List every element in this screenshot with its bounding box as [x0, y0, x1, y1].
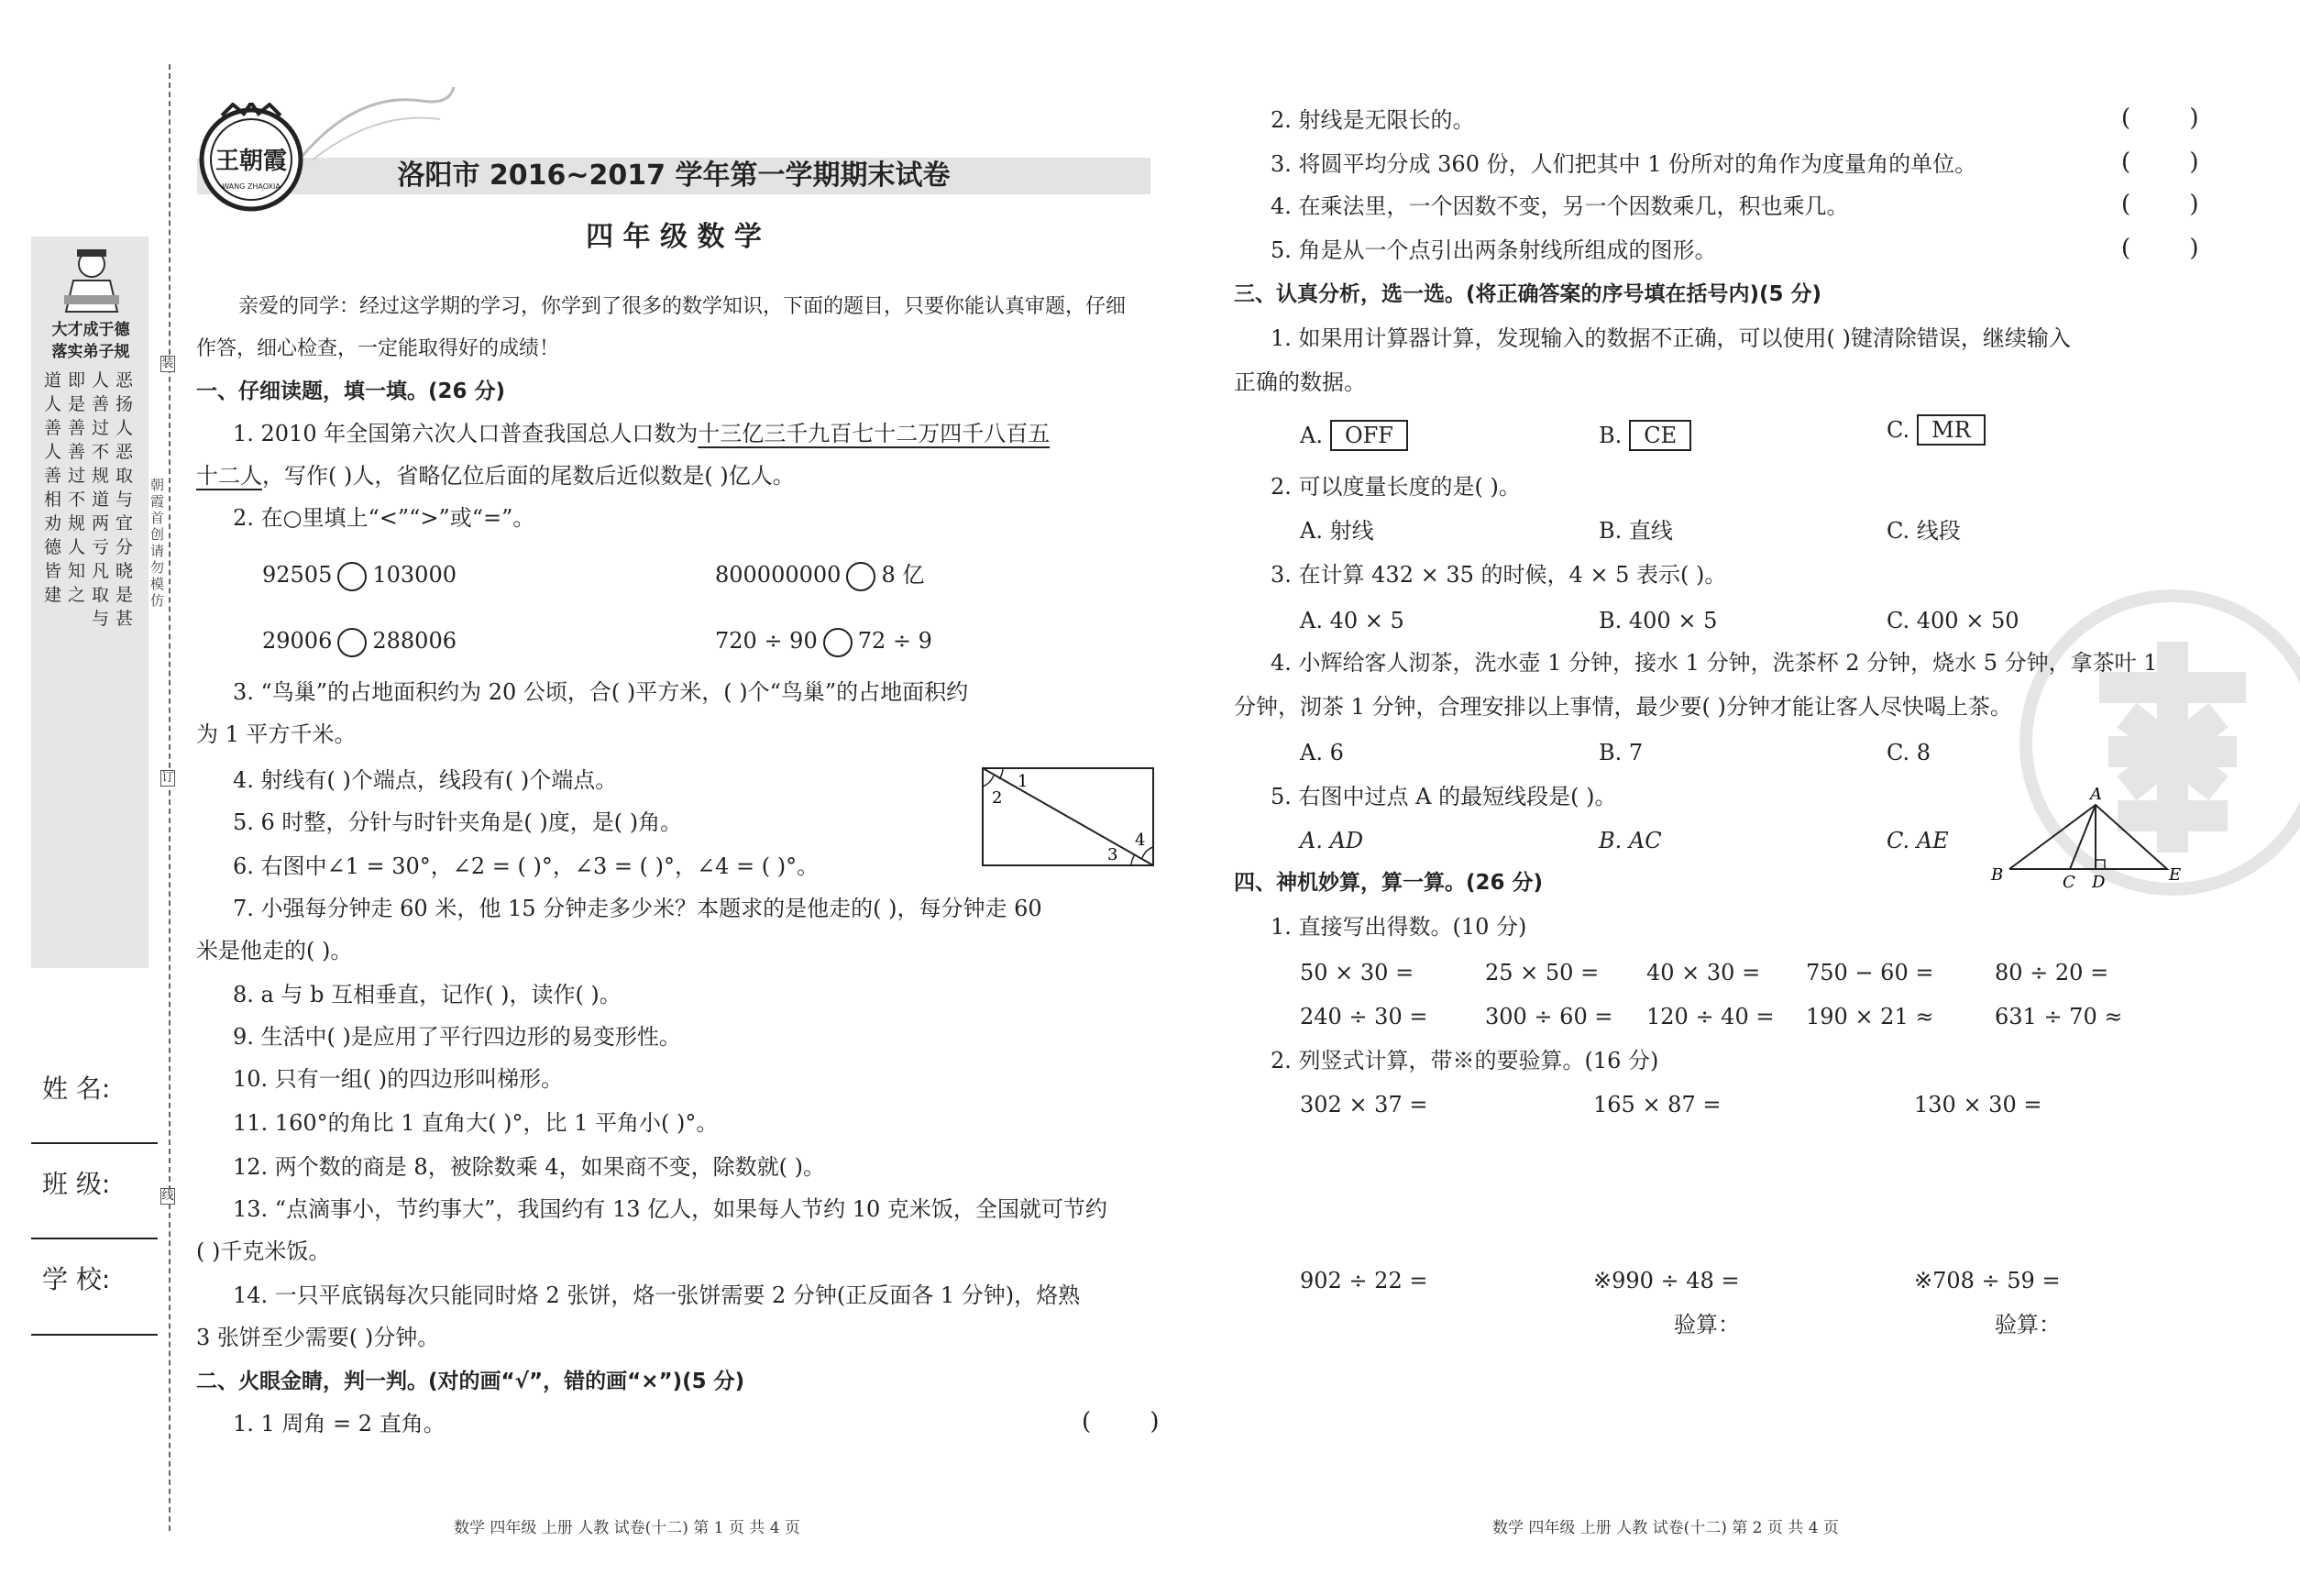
calc-item: 25 × 50 =: [1485, 960, 1600, 985]
choice-option: C. MR: [1887, 414, 1986, 446]
choice-option: B. 400 × 5: [1599, 608, 1718, 633]
point-label: C: [2063, 873, 2075, 889]
point-label: A: [2090, 787, 2102, 804]
question-12: 12. 两个数的商是 8，被除数乘 4，如果商不变，除数就( )。: [233, 1154, 825, 1180]
name-label: 姓 名:: [42, 1073, 111, 1104]
school-field[interactable]: [31, 1334, 158, 1336]
angle-label: 1: [1018, 772, 1029, 791]
question-text: 1. 2010 年全国第六次人口普查我国总人口数为: [233, 421, 699, 446]
intro-line: 亲爱的同学：经过这学期的学习，你学到了很多的数学知识，下面的题目，只要你能认真审题，仔细: [238, 295, 1127, 318]
choice-option: A. 40 × 5: [1300, 608, 1404, 633]
choice-option: B. 7: [1599, 740, 1644, 765]
logo-subtext: WANG ZHAOXIA: [222, 182, 281, 191]
compare-circle[interactable]: [846, 562, 875, 591]
angle-label: 2: [992, 788, 1003, 808]
choice-option: C. AE: [1887, 828, 1949, 853]
calc-item: 302 × 37 =: [1300, 1092, 1428, 1117]
binding-line: [169, 64, 171, 1531]
question-13: 13. “点滴事小，节约事大”，我国约有 13 亿人，如果每人节约 10 克米饭，全国就可节约: [233, 1196, 1107, 1222]
answer-paren[interactable]: ( ): [2121, 149, 2225, 176]
scholar-figure-icon: [46, 244, 138, 315]
choice-option: A. 射线: [1300, 518, 1374, 544]
choice-option: C. 线段: [1887, 518, 1961, 544]
calc-item: 190 × 21 ≈: [1806, 1004, 1934, 1029]
calc-item: 240 ÷ 30 =: [1300, 1004, 1428, 1029]
calculator-key-off: OFF: [1330, 420, 1408, 451]
sidebar-banner-1: 大才成于德: [51, 321, 130, 339]
seal-mark: 订: [161, 771, 174, 785]
choice-option: C. 400 × 50: [1887, 608, 2019, 633]
section-1-title: 一、仔细读题，填一填。(26 分): [196, 380, 506, 403]
answer-paren[interactable]: ( ): [2121, 191, 2225, 218]
choice-question-1: 1. 如果用计算器计算，发现输入的数据不正确，可以使用( )键清除错误，继续输入: [1271, 325, 2071, 351]
calc-item: 130 × 30 =: [1914, 1092, 2042, 1117]
copyright-note: 朝霞首创 请勿模仿: [150, 477, 165, 609]
compare-circle[interactable]: [337, 628, 367, 657]
intro-line: 作答，细心检查，一定能取得好的成绩！: [196, 337, 560, 360]
calc-item: ※708 ÷ 59 =: [1914, 1268, 2061, 1293]
question-10: 10. 只有一组( )的四边形叫梯形。: [233, 1066, 564, 1092]
angle-label: 3: [1107, 845, 1118, 864]
question-7: 7. 小强每分钟走 60 米，他 15 分钟走多少米？本题求的是他走的( )，每分钟走 60: [233, 896, 1042, 921]
answer-paren[interactable]: ( ): [1082, 1408, 1185, 1436]
motto-column: 恶扬人恶取与宜分晓是甚: [116, 370, 134, 629]
calc-item: 120 ÷ 40 =: [1646, 1004, 1775, 1029]
judge-item: 5. 角是从一个点引出两条射线所组成的图形。: [1271, 237, 1717, 263]
name-field[interactable]: [31, 1142, 158, 1144]
question-14: 14. 一只平底锅每次只能同时烙 2 张饼，烙一张饼需要 2 分钟(正反面各 1 分钟)，烙熟: [233, 1282, 1081, 1308]
rectangle-angle-figure: [981, 766, 1157, 869]
answer-paren[interactable]: ( ): [2121, 105, 2225, 132]
school-label: 学 校:: [42, 1264, 111, 1294]
choice-question-4: 4. 小辉给客人沏茶，洗水壶 1 分钟，接水 1 分钟，洗茶杯 2 分钟，烧水 5 分钟，拿茶叶 1: [1271, 650, 2158, 676]
calculator-key-mr: MR: [1917, 414, 1986, 446]
calc-item: 40 × 30 =: [1646, 960, 1761, 985]
ribbon-decoration: [303, 83, 458, 165]
calc-subtitle: 2. 列竖式计算，带※的要验算。(16 分): [1271, 1048, 1659, 1073]
calc-item: 750 − 60 =: [1806, 960, 1934, 985]
compare-item: 29006 288006: [262, 625, 457, 657]
calc-item: 80 ÷ 20 =: [1995, 960, 2109, 985]
calc-item: 631 ÷ 70 ≈: [1995, 1004, 2123, 1029]
question-9: 9. 生活中( )是应用了平行四边形的易变形性。: [233, 1024, 681, 1050]
motto-column: 道人善人善相劝德皆建: [44, 370, 62, 605]
calculator-key-ce: CE: [1629, 420, 1691, 451]
question-13-cont: ( )千克米饭。: [196, 1238, 331, 1264]
question-7-cont: 米是他走的( )。: [196, 938, 353, 963]
choice-question-5: 5. 右图中过点 A 的最短线段是( )。: [1271, 784, 1617, 809]
motto-columns: [44, 369, 139, 955]
section-2-title: 二、火眼金睛，判一判。(对的画“√”，错的画“×”)(5 分): [196, 1370, 745, 1393]
exam-subject: 四 年 级 数 学: [586, 221, 762, 253]
choice-question-2: 2. 可以度量长度的是( )。: [1271, 474, 1521, 500]
underlined-number: 十三亿三千九百七十二万四千八百五: [698, 421, 1051, 446]
judge-item: 3. 将圆平均分成 360 份，人们把其中 1 份所对的角作为度量角的单位。: [1271, 151, 1977, 177]
question-5: 5. 6 时整，分针与时针夹角是( )度，是( )角。: [233, 809, 683, 835]
choice-option: A. 6: [1300, 740, 1344, 765]
choice-option: B. CE: [1599, 420, 1691, 451]
calc-item: 300 ÷ 60 =: [1485, 1004, 1613, 1029]
choice-option: C. 8: [1887, 740, 1931, 765]
question-11: 11. 160°的角比 1 直角大( )°，比 1 平角小( )°。: [233, 1110, 719, 1136]
question-1: [233, 418, 1050, 449]
calc-item: 902 ÷ 22 =: [1300, 1268, 1428, 1293]
class-label: 班 级:: [42, 1169, 111, 1199]
question-1-cont: [196, 460, 795, 491]
triangle-figure: [1984, 787, 2185, 889]
calc-item: 50 × 30 =: [1300, 960, 1414, 985]
compare-item: 720 ÷ 90 72 ÷ 9: [715, 625, 932, 657]
point-label: D: [2092, 873, 2106, 889]
judge-item: 4. 在乘法里，一个因数不变，另一个因数乘几，积也乘几。: [1271, 193, 1849, 219]
page-footer: 数学 四年级 上册 人教 试卷(十二) 第 2 页 共 4 页: [1492, 1519, 1839, 1537]
question-text: ，写作( )人，省略亿位后面的尾数后近似数是( )亿人。: [262, 463, 795, 489]
question-3-cont: 为 1 平方千米。: [196, 721, 357, 747]
compare-item: 800000000 8 亿: [715, 559, 924, 591]
angle-label: 4: [1135, 831, 1146, 850]
point-label: B: [1991, 865, 2004, 885]
calc-item: ※990 ÷ 48 =: [1593, 1268, 1740, 1293]
point-label: E: [2169, 865, 2182, 885]
compare-circle[interactable]: [823, 628, 853, 657]
question-8: 8. a 与 b 互相垂直，记作( )，读作( )。: [233, 982, 622, 1007]
seal-mark: 线: [161, 1189, 174, 1203]
choice-question-3: 3. 在计算 432 × 35 的时候，4 × 5 表示( )。: [1271, 562, 1727, 588]
motto-column: 即是善善过不规人知之: [68, 370, 86, 605]
choice-option: B. AC: [1599, 828, 1662, 853]
section-3-title: 三、认真分析，选一选。(将正确答案的序号填在括号内)(5 分): [1234, 282, 1822, 306]
choice-question-1-cont: 正确的数据。: [1234, 369, 1366, 395]
compare-circle[interactable]: [337, 562, 367, 591]
question-14-cont: 3 张饼至少需要( )分钟。: [196, 1325, 440, 1350]
check-label: 验算：: [1674, 1312, 1740, 1337]
compare-item: 92505 103000: [262, 559, 457, 591]
sidebar-banner-2: 落实弟子规: [51, 343, 130, 361]
question-4: 4. 射线有( )个端点，线段有( )个端点。: [233, 767, 618, 793]
page-footer: 数学 四年级 上册 人教 试卷(十二) 第 1 页 共 4 页: [454, 1519, 800, 1537]
choice-option: A. OFF: [1300, 420, 1408, 451]
motto-column: 人善过不规道两亏凡取与: [92, 370, 110, 629]
question-2: 2. 在○里填上“<”“>”或“=”。: [233, 505, 535, 531]
section-4-title: 四、神机妙算，算一算。(26 分): [1234, 871, 1544, 895]
choice-option: B. 直线: [1599, 518, 1673, 544]
question-3: 3. “鸟巢”的占地面积约为 20 公顷，合( )平方米，( )个“鸟巢”的占地面积约: [233, 679, 969, 705]
calc-item: 165 × 87 =: [1593, 1092, 1722, 1117]
question-6: 6. 右图中∠1 = 30°，∠2 = ( )°，∠3 = ( )°，∠4 = ( )°。: [233, 853, 820, 879]
answer-paren[interactable]: ( ): [2121, 235, 2225, 262]
choice-question-4-cont: 分钟，沏茶 1 分钟，合理安排以上事情，最少要( )分钟才能让客人尽快喝上茶。: [1234, 694, 2012, 720]
judge-item: 1. 1 周角 = 2 直角。: [233, 1411, 446, 1436]
logo-text: 王朝霞: [215, 148, 288, 175]
check-label: 验算：: [1995, 1312, 2061, 1337]
class-field[interactable]: [31, 1238, 158, 1239]
calc-subtitle: 1. 直接写出得数。(10 分): [1271, 914, 1527, 940]
underlined-number: 十二人: [196, 463, 262, 489]
exam-title: 洛阳市 2016~2017 学年第一学期期末试卷: [397, 160, 951, 192]
judge-item: 2. 射线是无限长的。: [1271, 107, 1475, 133]
choice-option: A. AD: [1300, 828, 1364, 853]
seal-mark: 装: [161, 357, 174, 370]
